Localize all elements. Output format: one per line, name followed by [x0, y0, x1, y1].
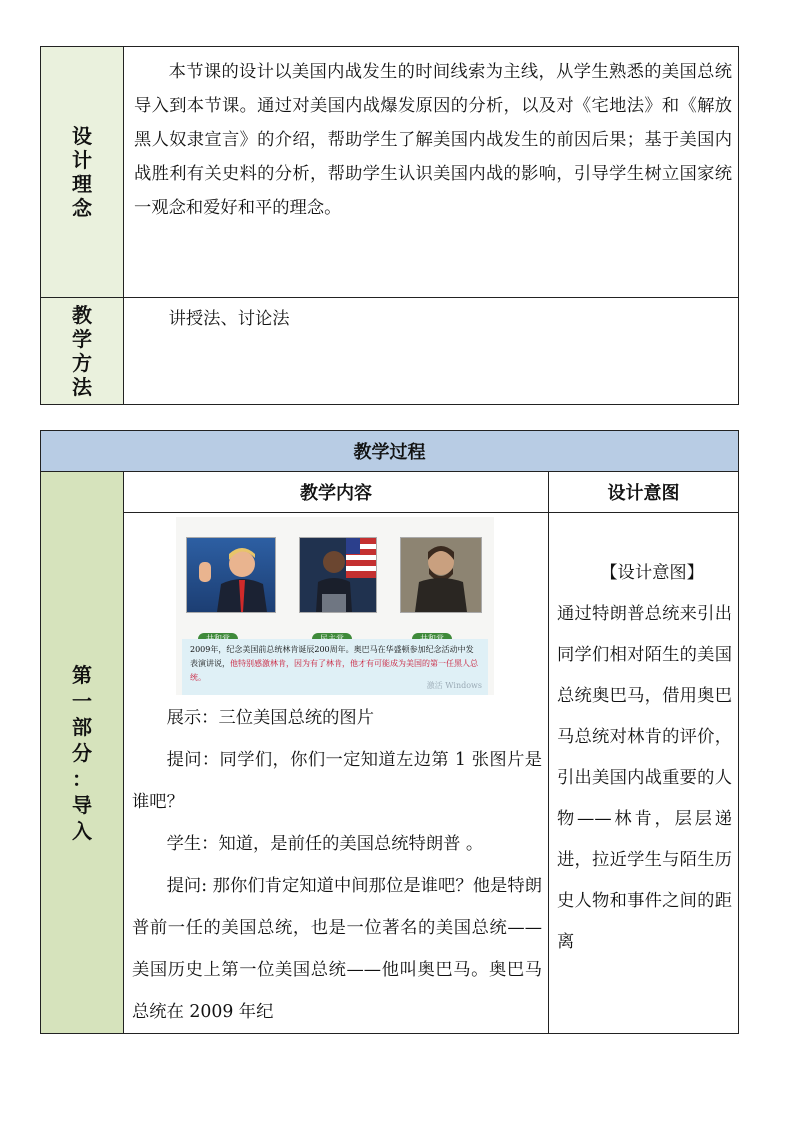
part-label-char: 入 — [72, 818, 92, 843]
process-table — [40, 430, 739, 1034]
intent-column-header: 设计意图 — [549, 472, 739, 513]
obama-photo — [299, 537, 377, 613]
part-label-char: 部 — [72, 714, 92, 739]
intent-text: 通过特朗普总统来引出同学们相对陌生的美国总统奥巴马，借用奥巴马总统对林肯的评价，引出美国内战重要的人物——林肯，层层递进，拉近学生与陌生历史人物和事件之间的距离 — [557, 604, 732, 952]
caption-text: 2009年，纪念美国前总统林肯诞辰200周年。奥巴马在华盛顿参加纪念活动中发表演讲说， — [190, 645, 474, 668]
teaching-method-header: 教学方法 — [72, 303, 92, 399]
part-label-cell — [41, 472, 124, 1034]
intent-cell — [549, 513, 739, 1034]
part-label — [70, 662, 94, 844]
design-table — [40, 46, 739, 405]
intent-heading: 【设计意图】 — [600, 563, 704, 583]
design-concept-row — [41, 47, 739, 298]
lincoln-photo — [400, 537, 482, 613]
image-caption — [182, 639, 488, 695]
design-concept-cell — [124, 47, 739, 298]
content-column-header: 教学内容 — [124, 472, 549, 513]
teaching-method-cell — [124, 298, 739, 405]
content-cell — [124, 513, 549, 1034]
trump-photo — [186, 537, 276, 613]
design-concept-header-cell — [41, 47, 124, 298]
part-label-char: 一 — [72, 688, 92, 713]
design-concept-text: 本节课的设计以美国内战发生的时间线索为主线，从学生熟悉的美国总统导入到本节课。通过对美国内战爆发原因的分析，以及对《宅地法》和《解放黑人奴隶宣言》的介绍，帮助学生了解美国内战发生的前因后果；基于美国内战胜利有关史料的分析，帮助学生认识美国内战的影响，引导学生树立国家统一观念和爱好和平的理念。 — [134, 62, 732, 218]
teaching-method-row — [41, 298, 739, 405]
part-label-char: ： — [72, 766, 92, 791]
teaching-method-text: 讲授法、讨论法 — [168, 309, 290, 329]
watermark-text: 激活 Windows — [426, 681, 482, 690]
caption-highlight: 他特别感激林肯，因为有了林肯，他才有可能成为美国的第一任黑人总统。 — [190, 659, 478, 682]
content-paragraph: 提问: 那你们肯定知道中间那位是谁吧？他是特朗普前一任的美国总统，也是一位著名的美国总统——美国历史上第一位美国总统——他叫奥巴马。奥巴马总统在 2009 年纪 — [132, 876, 542, 1022]
content-paragraph: 展示：三位美国总统的图片 — [166, 708, 374, 728]
design-concept-header: 设计理念 — [72, 124, 92, 220]
process-title: 教学过程 — [41, 431, 739, 472]
part-label-char: 分 — [72, 740, 92, 765]
content-paragraph: 学生：知道，是前任的美国总统特朗普 。 — [166, 834, 484, 854]
teaching-method-header-cell — [41, 298, 124, 405]
presidents-image — [176, 517, 494, 695]
part-label-char: 导 — [72, 792, 92, 817]
content-paragraph: 提问：同学们，你们一定知道左边第 1 张图片是谁吧？ — [132, 750, 542, 812]
part-label-char: 第 — [72, 662, 92, 687]
